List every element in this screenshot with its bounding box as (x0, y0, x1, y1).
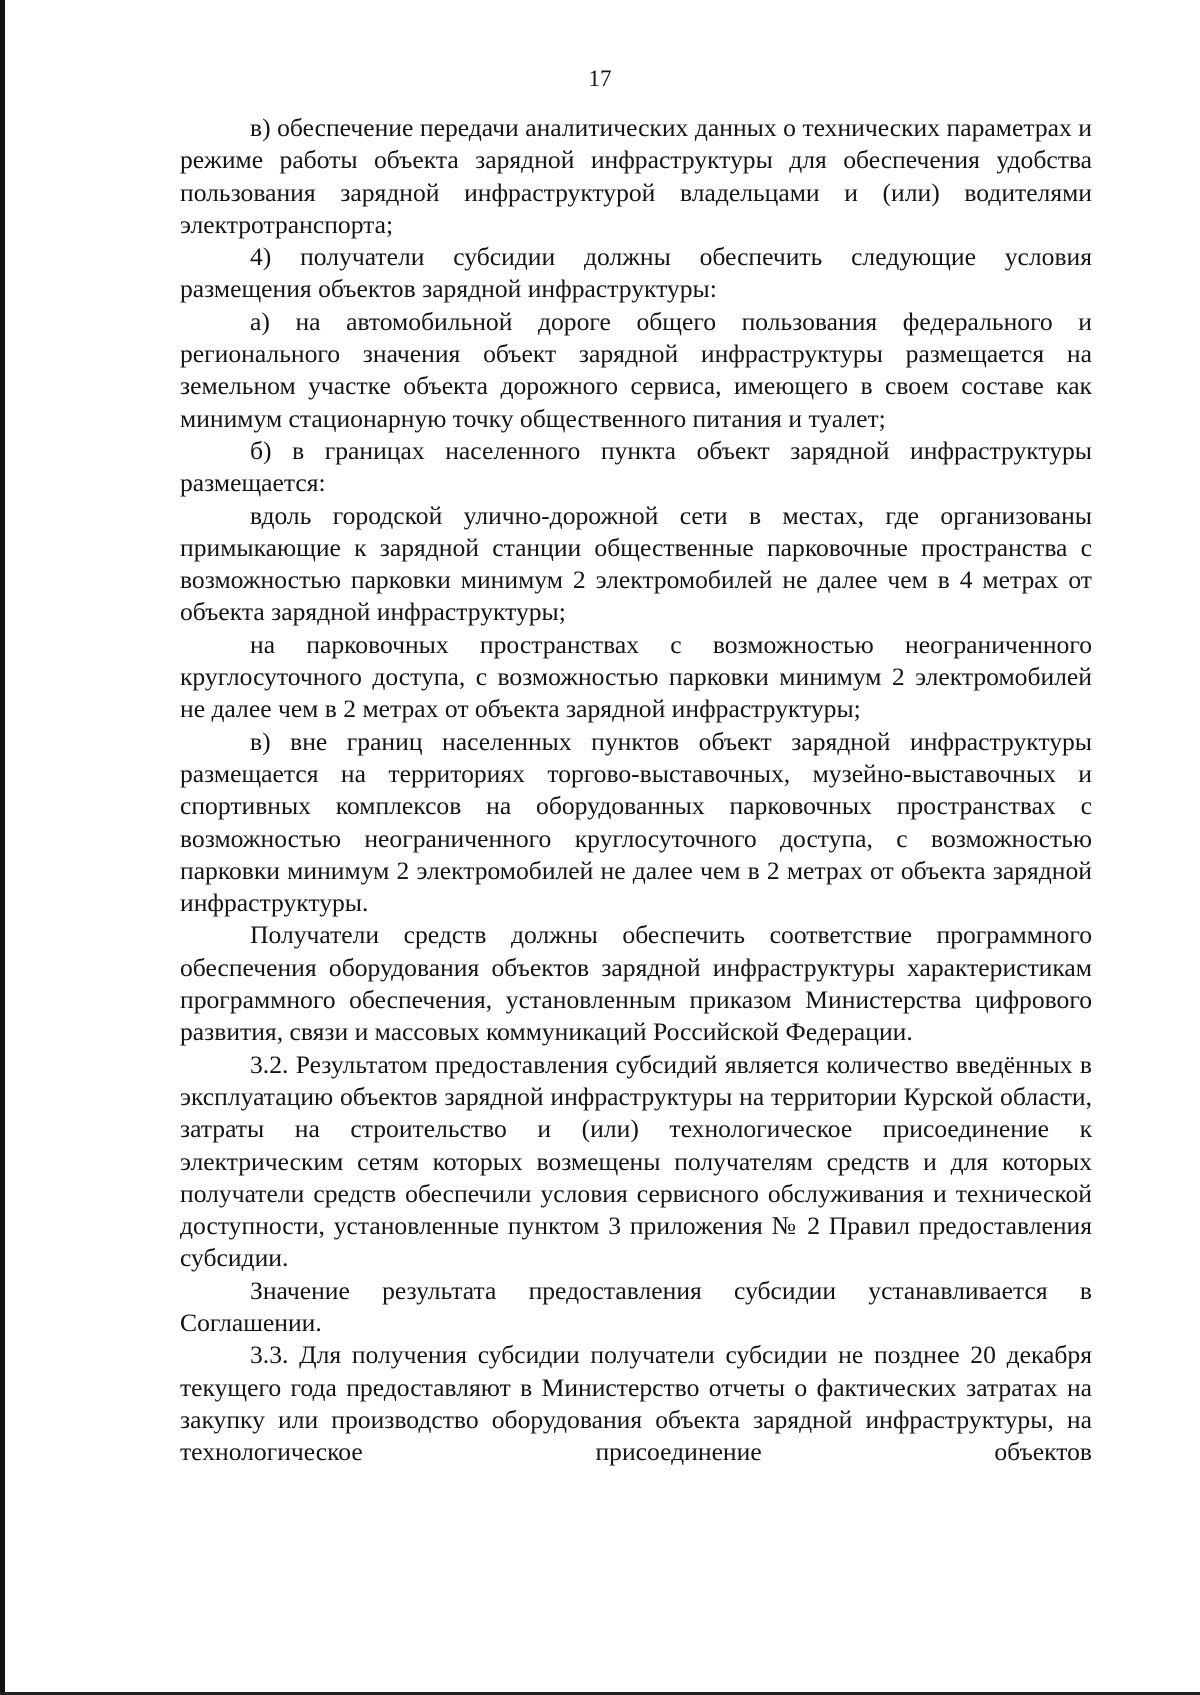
paragraph: 3.3. Для получения субсидии получатели субсидии не позднее 20 декабря текущего года предоставляют в Министерство отчеты о фактических затратах на закупку или производство оборудования объекта зарядной инфраструктуры, на технологическое присоединение объектов (180, 1340, 1092, 1467)
paragraph: б) в границах населенного пункта объект зарядной инфраструктуры размещается: (180, 435, 1092, 498)
paragraph: в) вне границ населенных пунктов объект зарядной инфраструктуры размещается на территориях торгово-выставочных, музейно-выставочных и спортивных комплексов на оборудованных парковочных пространствах с возможностью неограниченного круглосуточного доступа, с возможностью парковки минимум 2 электромобилей не далее чем в 2 метрах от объекта зарядной инфраструктуры. (180, 726, 1092, 918)
paragraph: на парковочных пространствах с возможностью неограниченного круглосуточного доступа, с возможностью парковки минимум 2 электромобилей не далее чем в 2 метрах от объекта зарядной инфраструктуры; (180, 629, 1092, 724)
document-body (180, 112, 1092, 1468)
paragraph: в) обеспечение передачи аналитических данных о технических параметрах и режиме работы объекта зарядной инфраструктуры для обеспечения удобства пользования зарядной инфраструктурой владельцами и (или) водителями электротранспорта; (180, 113, 1092, 239)
paragraph: Значение результата предоставления субсидии устанавливается в Соглашении. (180, 1275, 1092, 1337)
page-number: 17 (588, 66, 612, 91)
paragraph: 3.2. Результатом предоставления субсидий является количество введённых в эксплуатацию объектов зарядной инфраструктуры на территории Курской области, затраты на строительство и (или) технологическое присоединение к электрическим сетям которых возмещены получателям средств и для которых получатели средств обеспечили условия сервисного обслуживания и технической доступности, установленные пунктом 3 приложения № 2 Правил предоставления субсидии. (180, 1049, 1092, 1273)
paragraph: 4) получатели субсидии должны обеспечить следующие условия размещения объектов зарядной инфраструктуры: (180, 242, 1092, 304)
paragraph: а) на автомобильной дороге общего пользования федерального и регионального значения объект зарядной инфраструктуры размещается на земельном участке объекта дорожного сервиса, имеющего в своем составе как минимум стационарную точку общественного питания и туалет; (180, 306, 1092, 433)
scan-left-edge (0, 0, 5, 1695)
paragraph: вдоль городской улично-дорожной сети в местах, где организованы примыкающие к зарядной станции общественные парковочные пространства с возможностью парковки минимум 2 электромобилей не далее чем в 4 метрах от объекта зарядной инфраструктуры; (180, 500, 1092, 627)
paragraph: Получатели средств должны обеспечить соответствие программного обеспечения оборудования объектов зарядной инфраструктуры характеристикам программного обеспечения, установленным приказом Министерства цифрового развития, связи и массовых коммуникаций Российской Федерации. (180, 920, 1092, 1047)
